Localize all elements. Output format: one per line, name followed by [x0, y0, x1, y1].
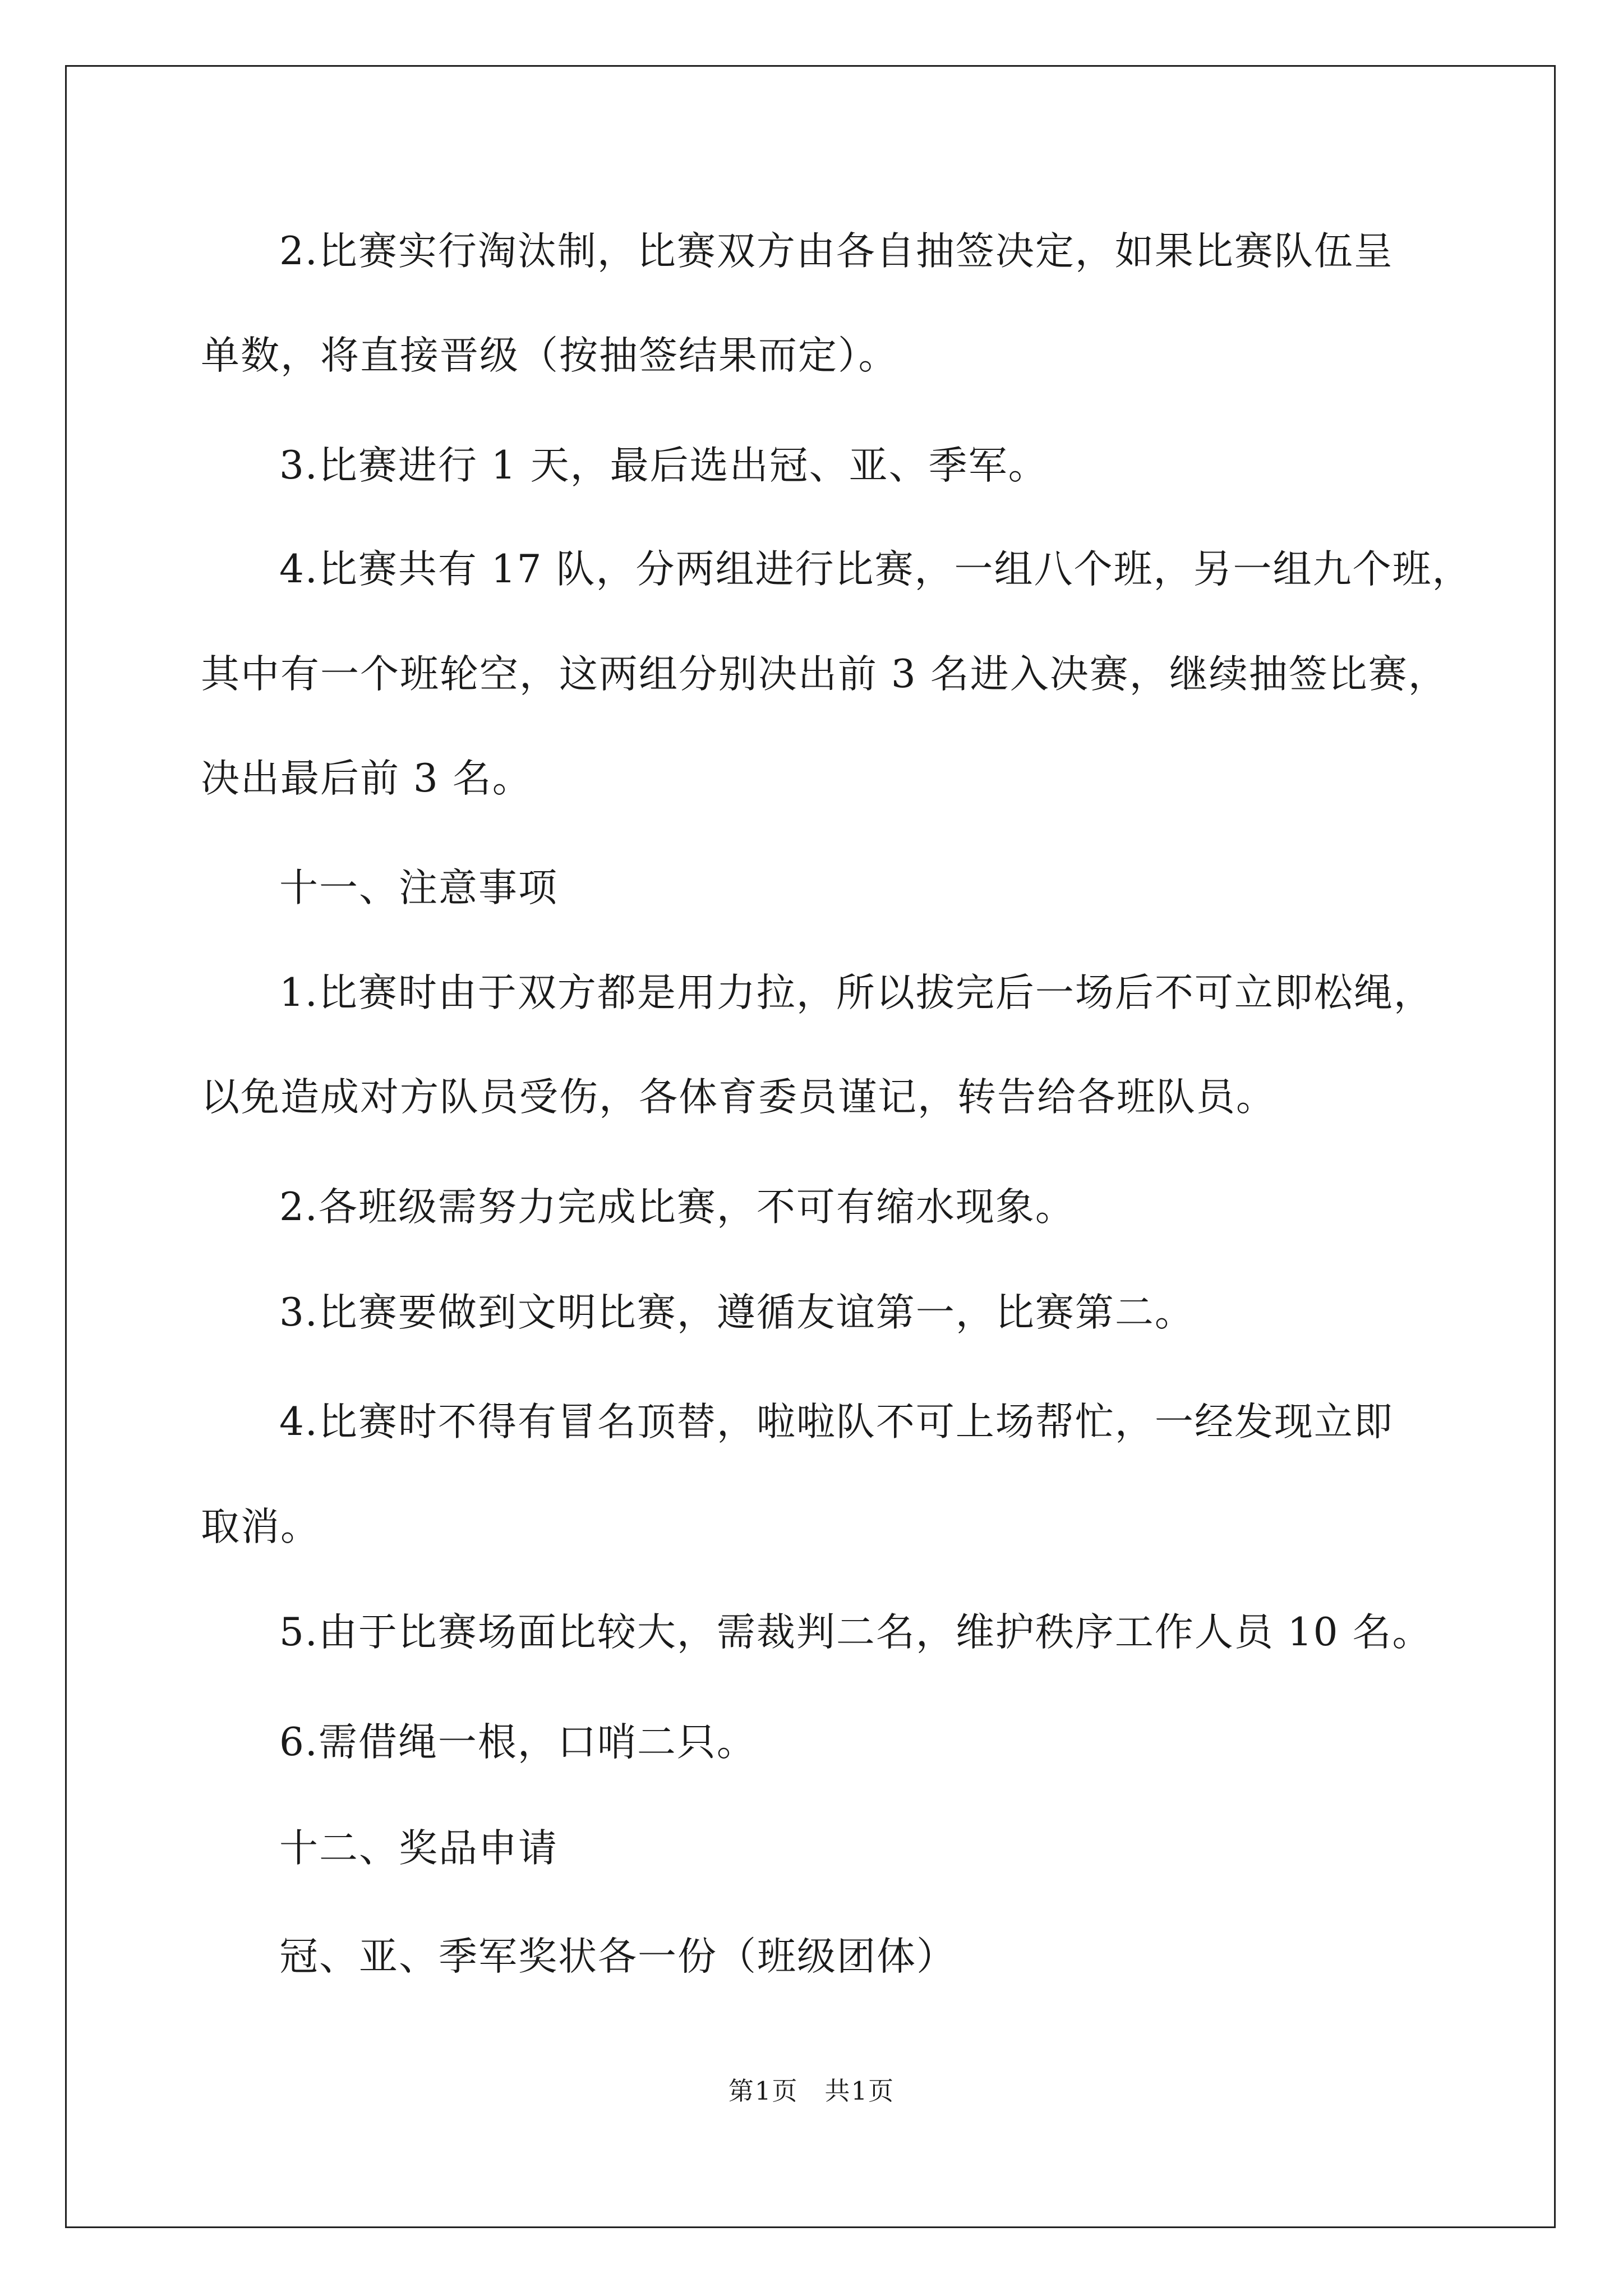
- paragraph-line: 3.比赛进行 1 天，最后选出冠、亚、季军。: [279, 443, 1048, 488]
- page-footer: 第1页 共1页: [728, 2076, 895, 2106]
- paragraph-line: 1.比赛时由于双方都是用力拉，所以拔完后一场后不可立即松绳，: [279, 970, 1433, 1015]
- paragraph-line: 2.比赛实行淘汰制，比赛双方由各自抽签决定，如果比赛队伍呈: [279, 229, 1394, 274]
- paragraph-line: 4.比赛时不得有冒名顶替，啦啦队不可上场帮忙，一经发现立即: [279, 1400, 1394, 1444]
- paragraph-line: 3.比赛要做到文明比赛，遵循友谊第一，比赛第二。: [279, 1290, 1195, 1335]
- page-border: [65, 65, 1556, 2228]
- section-heading: 十二、奖品申请: [279, 1826, 558, 1871]
- paragraph-line: 单数，将直接晋级（按抽签结果而定）。: [201, 333, 898, 378]
- paragraph-line: 以免造成对方队员受伤，各体育委员谨记，转告给各班队员。: [201, 1075, 1276, 1120]
- paragraph-line: 决出最后前 3 名。: [201, 756, 532, 801]
- paragraph-line: 4.比赛共有 17 队，分两组进行比赛，一组八个班，另一组九个班，: [279, 547, 1472, 592]
- paragraph-line: 6.需借绳一根，口哨二只。: [279, 1720, 757, 1765]
- paragraph-line: 取消。: [201, 1504, 320, 1549]
- section-heading: 十一、注意事项: [279, 866, 558, 910]
- paragraph-line: 其中有一个班轮空，这两组分别决出前 3 名进入决赛，继续抽签比赛，: [201, 652, 1448, 697]
- paragraph-line: 冠、亚、季军奖状各一份（班级团体）: [279, 1934, 956, 1979]
- paragraph-line: 2.各班级需努力完成比赛，不可有缩水现象。: [279, 1185, 1075, 1230]
- paragraph-line: 5.由于比赛场面比较大，需裁判二名，维护秩序工作人员 10 名。: [279, 1610, 1432, 1655]
